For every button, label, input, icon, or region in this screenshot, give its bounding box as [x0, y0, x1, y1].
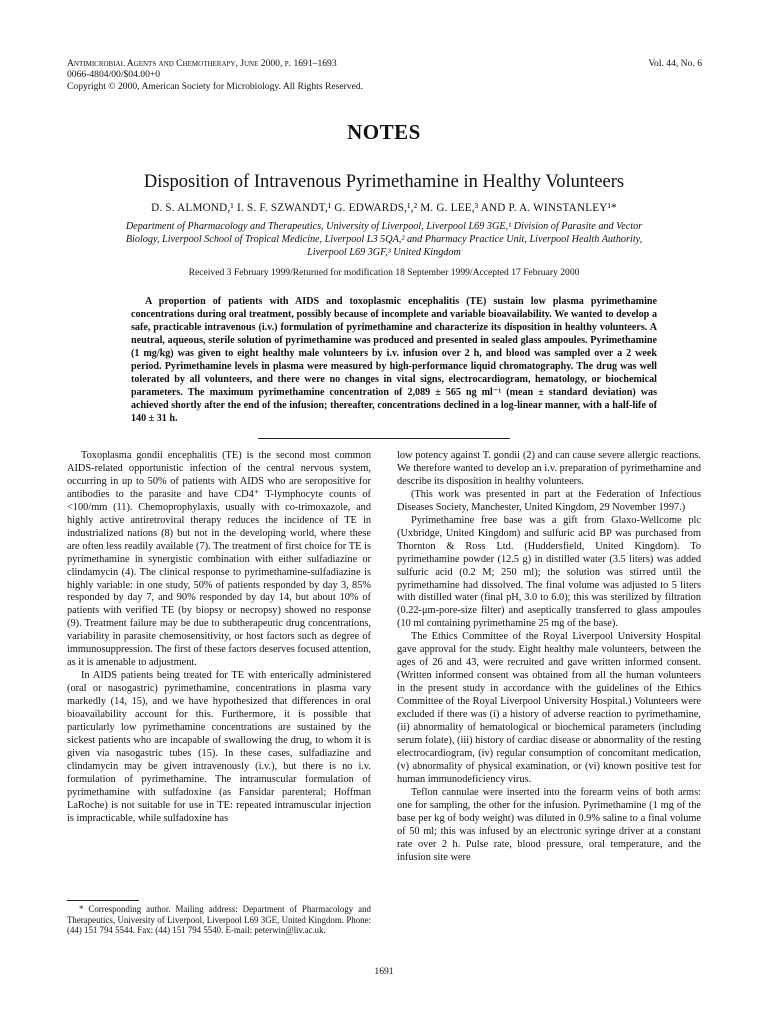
- corresponding-author-footnote: [67, 904, 371, 936]
- volume-issue: Vol. 44, No. 6: [648, 58, 702, 69]
- continued-paragraph: low potency against T. gondii (2) and can cause severe allergic reactions. We therefore wanted to develop an i.v. preparation of pyrimethamine and describe its disposition in healthy volunteers.: [397, 450, 701, 487]
- left-column: [67, 450, 371, 826]
- article-title: Disposition of Intravenous Pyrimethamine in Healthy Volunteers: [143, 172, 625, 192]
- methods-infusion: Teflon cannulae were inserted into the forearm veins of both arms: one for sampling, the other for the infusion. Pyrimethamine (1 mg of the base per kg of body weight) was diluted in 0.9% saline to a final volume of 50 ml; this was infused by an electronic syringe driver at a constant rate over 2 h. Pulse rate, blood pressure, oral temperature, and the infusion site were: [397, 786, 701, 863]
- methods-ethics: The Ethics Committee of the Royal Liverpool University Hospital gave approval for the study. Eight healthy male volunteers, between the ages of 26 and 43, were recruited and gave written informed consent. (Written informed consent was obtained from all the human volunteers in the present study in accordance with the guidelines of the Ethics Committee of the Royal Liverpool University Hospital.) Volunteers were excluded if there was (i) a history of adverse reaction to pyrimethamine, (ii) abnormality of hematological or biochemical parameters (including serum folate), (iii) history of cardiac disease or abnormality of the resting electrocardiogram, (iv) regular consumption of concomitant medication, (v) abnormality of physical examination, or (vi) known positive test for human immunodeficiency virus.: [397, 631, 701, 785]
- abstract-text: A proportion of patients with AIDS and toxoplasmic encephalitis (TE) sustain low plasma pyrimethamine concentrations during oral treatment, possibly because of incomplete and variable bioavailability. We wanted to develop a safe, practicable intravenous (i.v.) formulation of pyrimethamine and characterize its disposition in healthy volunteers. A neutral, aqueous, sterile solution of pyrimethamine was produced and presented in sealed glass ampoules. Pyrimethamine (1 mg/kg) was given to eight healthy male volunteers by i.v. infusion over 2 h, and blood was sampled over a 2 week period. Pyrimethamine levels in plasma were measured by high-performance liquid chromatography. The drug was well tolerated by all volunteers, and there were no changes in vital signs, electrocardiogram, hematology, or biochemical parameters. The maximum pyrimethamine concentration of 2,089 ± 565 ng ml⁻¹ (mean ± standard deviation) was achieved shortly after the end of the infusion; thereafter, concentrations declined in a log-linear manner, with a half-life of 140 ± 31 h.: [131, 296, 657, 424]
- affiliations: Department of Pharmacology and Therapeutics, University of Liverpool, Liverpool L69 3GE,¹ Division of Parasite and Vector Biology, Liverpool School of Tropical Medicine, Liverpool L3 5QA,² and Pharmacy Practice Unit, Liverpool Health Authority, Liverpool L69 3GF,³ United Kingdom: [125, 221, 643, 258]
- footnote-divider: [67, 900, 139, 901]
- right-column: [397, 450, 701, 865]
- journal-citation: Antimicrobial Agents and Chemotherapy, June 2000, p. 1691–1693: [67, 58, 337, 69]
- journal-header: [67, 58, 363, 92]
- footnote-text: * Corresponding author. Mailing address: Department of Pharmacology and Therapeutics, University of Liverpool, Liverpool L69 3GE, United Kingdom. Phone: (44) 151 794 5544. Fax: (44) 151 794 5540. E-mail: peterwin@liv.ac.uk.: [67, 904, 371, 935]
- abstract: [131, 296, 657, 426]
- presentation-note: (This work was presented in part at the Federation of Infectious Diseases Society, Manchester, United Kingdom, 29 November 1997.): [397, 488, 701, 513]
- methods-formulation: Pyrimethamine free base was a gift from Glaxo-Wellcome plc (Uxbridge, United Kingdom) and sulfuric acid BP was purchased from Thornton & Ross Ltd. (Huddersfield, United Kingdom). To pyrimethamine powder (12.5 g) in distilled water (3.5 liters) was added sulfuric acid (0.2 M; 250 ml); the solution was stirred until the pyrimethamine had dissolved. The final volume was adjusted to 5 liters with distilled water (final pH, 3.0 to 6.0); this was sterilized by filtration (0.22-μm-pore-size filter) and aseptically transferred to glass ampoules (10 ml containing pyrimethamine 25 mg of the base).: [397, 514, 701, 630]
- journal-code: 0066-4804/00/$04.00+0: [67, 69, 161, 81]
- intro-paragraph-2: In AIDS patients being treated for TE with enterically administered (oral or nasogastric) pyrimethamine, concentrations in plasma vary markedly (14, 15), and we have hypothesized that differences in oral bioavailability account for this. Furthermore, it is possible that particularly low pyrimethamine concentrations are sustained by the sickest patients who are incapable of swallowing the drug, to whom it is given via nasogastric tubes (15). In these cases, sulfadiazine and clindamycin may be given intravenously (i.v.), but there is no i.v. formulation of pyrimethamine. The intramuscular formulation of pyrimethamine with sulfadoxine (as Fansidar parenteral; Hoffman LaRoche) is not suitable for use in TE: repeated intramuscular injection is impracticable, while sulfadoxine has: [67, 670, 371, 824]
- page-number: 1691: [374, 966, 394, 977]
- abstract-divider: [258, 438, 510, 439]
- section-label: NOTES: [347, 120, 421, 144]
- copyright-line: Copyright © 2000, American Society for Microbiology. All Rights Reserved.: [67, 80, 364, 92]
- received-dates: Received 3 February 1999/Returned for modification 18 September 1999/Accepted 17 February 2000: [188, 267, 580, 278]
- intro-paragraph-1: Toxoplasma gondii encephalitis (TE) is the second most common AIDS-related opportunistic infection of the central nervous system, occurring in up to 50% of patients with AIDS who are seropositive for antibodies to the parasite and have CD4⁺ T-lymphocyte counts of <100/mm (11). Chemoprophylaxis, usually with co-trimoxazole, and highly active antiretroviral therapy reduces the incidence of TE in industrialized nations (8) but not in the developing world, where these are often less readily available (7). The treatment of first choice for TE is pyrimethamine in synergistic combination with either sulfadiazine or clindamycin (4). The clinical response to pyrimethamine-sulfadiazine is highly variable: in one study, 50% of patients responded by day 3, 85% responded by day 7, and 90% responded by day 14, but about 10% of patients with verified TE (by biopsy or necropsy) showed no response (9). Treatment failure may be due to subtherapeutic drug concentrations, variability in parasite chemosensitivity, or host factors such as degree of immunosuppression. The first of these factors deserves focused attention, as it is amenable to adjustment.: [67, 450, 371, 669]
- author-list: D. S. ALMOND,¹ I. S. F. SZWANDT,¹ G. EDWARDS,¹,² M. G. LEE,³ AND P. A. WINSTANLEY¹*: [151, 202, 617, 214]
